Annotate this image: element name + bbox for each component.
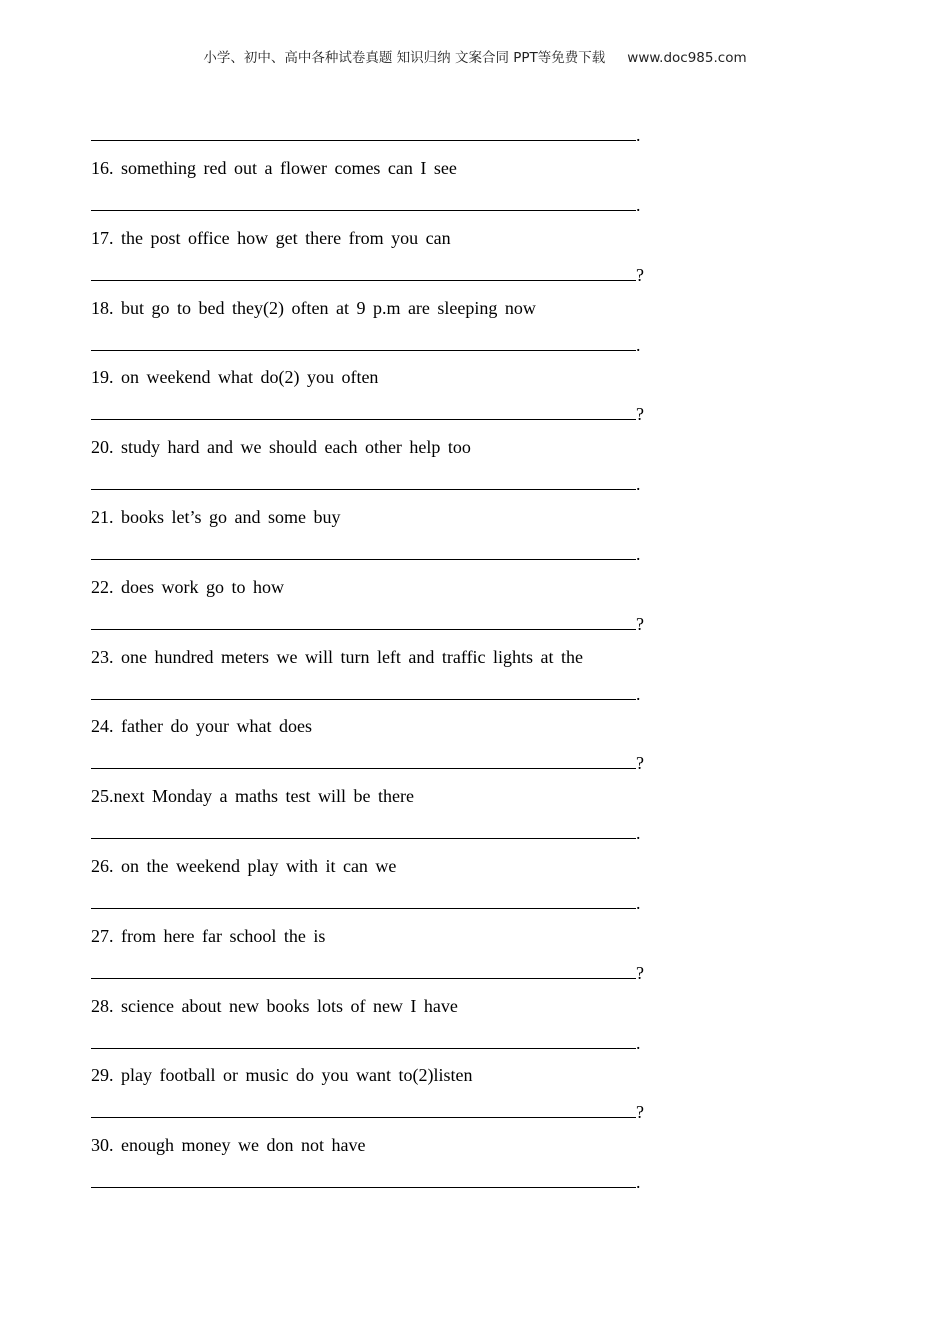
answer-end-mark: ? (636, 404, 644, 425)
answer-end-mark: . (636, 544, 641, 564)
answer-line[interactable] (91, 838, 636, 839)
answer-end-mark: ? (636, 1102, 644, 1123)
answer-line-first[interactable] (91, 140, 636, 141)
answer-line[interactable] (91, 768, 636, 769)
question-text: 26. on the weekend play with it can we (91, 856, 397, 876)
answer-line[interactable] (91, 629, 636, 630)
question-text: 16. something red out a flower comes can I see (91, 158, 457, 178)
answer-end-mark: ? (636, 264, 644, 285)
question-text: 24. father do your what does (91, 716, 312, 737)
question-text: 30. enough money we don not have (91, 1135, 366, 1156)
answer-line[interactable] (91, 489, 636, 490)
answer-end-mark: . (636, 1172, 641, 1193)
question-text: 17. the post office how get there from you can (91, 227, 451, 248)
answer-end-mark: ? (636, 962, 644, 983)
answer-end-mark: . (636, 474, 641, 495)
answer-line[interactable] (91, 978, 636, 979)
answer-line[interactable] (91, 350, 636, 351)
answer-end-mark: . (636, 823, 641, 844)
answer-end-mark-first: . (636, 125, 641, 145)
answer-line[interactable] (91, 419, 636, 420)
answer-end-mark: ? (636, 753, 644, 774)
answer-line[interactable] (91, 559, 636, 560)
question-text: 18. but go to bed they(2) often at 9 p.m are sleeping now (91, 297, 536, 318)
question-text: 19. on weekend what do(2) you often (91, 367, 379, 388)
question-text: 22. does work go to how (91, 576, 284, 597)
answer-line[interactable] (91, 1117, 636, 1118)
question-text: 28. science about new books lots of new I have (91, 995, 458, 1016)
question-text: 27. from here far school the is (91, 925, 326, 946)
answer-line[interactable] (91, 210, 636, 211)
question-text: 21. books let’s go and some buy (91, 507, 341, 527)
answer-line[interactable] (91, 908, 636, 909)
question-text: 23. one hundred meters we will turn left and traffic lights at the (91, 646, 584, 667)
header-text: 小学、初中、高中各种试卷真题 知识归纳 文案合同 PPT等免费下载 (203, 50, 606, 66)
question-text: 25.next Monday a maths test will be there (91, 786, 414, 807)
answer-end-mark: . (636, 1032, 641, 1053)
answer-end-mark: . (636, 893, 641, 913)
answer-end-mark: . (636, 683, 641, 704)
answer-end-mark: . (636, 334, 641, 355)
answer-line[interactable] (91, 280, 636, 281)
answer-line[interactable] (91, 1187, 636, 1188)
page-header (0, 46, 950, 66)
answer-end-mark: . (636, 195, 641, 215)
answer-line[interactable] (91, 699, 636, 700)
answer-line[interactable] (91, 1048, 636, 1049)
header-url: www.doc985.com (627, 50, 747, 66)
question-text: 20. study hard and we should each other help too (91, 437, 471, 458)
question-text: 29. play football or music do you want to(2)listen (91, 1065, 473, 1086)
answer-end-mark: ? (636, 613, 644, 634)
